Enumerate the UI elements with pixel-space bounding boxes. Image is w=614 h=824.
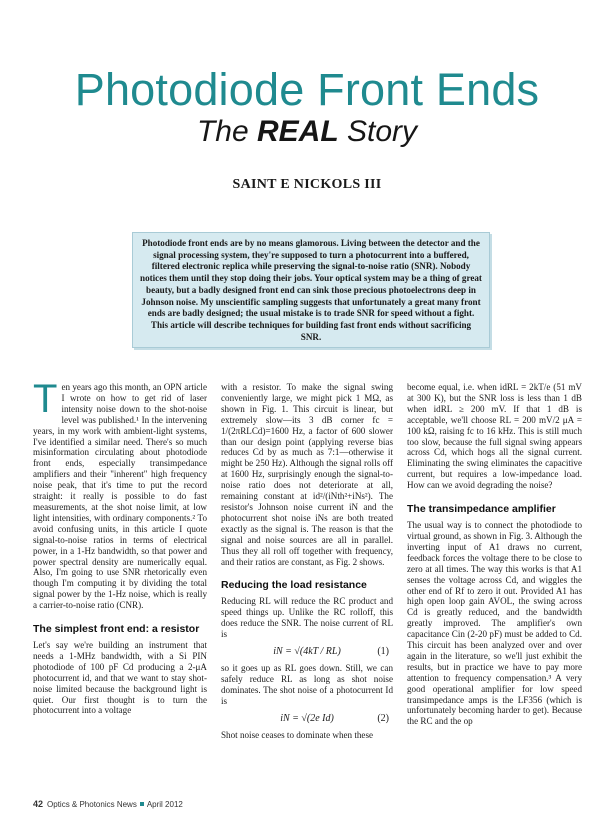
page-footer <box>33 799 183 809</box>
column-1 <box>33 377 207 716</box>
section-heading-resistor: The simplest front end: a resistor <box>33 623 200 636</box>
body-paragraph: The usual way is to connect the photodiode to virtual ground, as shown in Fig. 3. Although the inverting input of A1 draws no current, feedback forces the voltage there to be close to zero at all times. The way this works is that A1 senses the voltage across Cd, and wiggles the other end of Rf to zero it out. Provided A1 has high open loop gain AVOL, the swing across Cd is greatly reduced, and the bandwidth greatly improved. The amplifier's own capacitance Cin (2-20 pF) must be added to Cd. This circuit has been analyzed over and over again in the literature, so we'll just exhibit the results, but in practice we have to pay more attention to frequency compensation.³ A very good operational amplifier for low speed transimpedance amps is the LF356 (which is unfortunately becoming harder to get). Because the RC and the op <box>407 520 582 727</box>
equation-number: (2) <box>377 712 389 724</box>
section-heading-transimpedance: The transimpedance amplifier <box>407 503 556 516</box>
drop-cap: T <box>33 377 58 421</box>
equation-1 <box>221 644 393 659</box>
section-heading-load-resistance: Reducing the load resistance <box>221 579 367 592</box>
body-paragraph: Shot noise ceases to dominate when these <box>221 729 374 740</box>
author-byline: SAINT E NICKOLS III <box>232 177 382 192</box>
body-paragraph: so it goes up as RL goes down. Still, we can safely reduce RL as long as shot noise dominates. The shot noise of a photocurrent Id is <box>221 663 393 706</box>
subtitle-the: The <box>196 115 249 148</box>
issue-date: April 2012 <box>146 800 183 809</box>
equation-rhs: √(4kT / RL) <box>294 646 341 658</box>
body-paragraph: become equal, i.e. when idRL = 2kT/e (51 mV at 300 K), but the SNR loss is less than 1 dB when idRL ≥ 200 mV. If that 1 dB is acceptable, we'll choose RL = 200 mV/2 μA = 100 kΩ, raising fc to 16 kHz. This is still much too slow, because the full signal swing appears across Cd, which hogs all the signal current. Eliminating the swing eliminates the capacitive current, but requires a low-impedance load. How can we avoid degrading the noise? <box>407 382 582 491</box>
journal-name: Optics & Photonics News <box>47 800 137 809</box>
equation-2 <box>221 711 393 726</box>
article-subtitle <box>0 112 614 152</box>
separator-square-icon <box>140 802 144 806</box>
equation-lhs: iN = <box>273 646 295 658</box>
page-number: 42 <box>33 799 44 809</box>
body-paragraph: Reducing RL will reduce the RC product and speed things up. Unlike the RC rolloff, this does reduce the SNR. The noise current of RL is <box>221 596 393 640</box>
equation-number: (1) <box>377 646 389 658</box>
subtitle-real: REAL <box>257 115 339 148</box>
column-3 <box>407 382 582 727</box>
intro-paragraph <box>33 377 207 611</box>
body-paragraph: Let's say we're building an instrument that needs a 1-MHz bandwidth, with a Si PIN photodiode of 100 pF Cd producing a 2-μA photocurrent id, and that we want to stay shot-noise limited because the background light is quiet. Our first thought is to turn the photocurrent into a voltage <box>33 640 207 716</box>
subtitle-story: Story <box>347 115 418 148</box>
column-2 <box>221 382 393 741</box>
equation-lhs: iN = <box>280 712 302 724</box>
equation-rhs: √(2e Id) <box>301 712 334 724</box>
abstract-box: Photodiode front ends are by no means glamorous. Living between the detector and the signal processing system, they're supposed to turn a photocurrent into a buffered, filtered electronic replica while preserving the signal-to-noise ratio (SNR). Nobody notices them until they stop doing their jobs. Your optical system may be a thing of great beauty, but a badly designed front end can sink those precious photoelectrons deep in Johnson noise. My unscientific sampling suggests that unfortunately a great many front ends are badly designed; the usual mistake is to trade SNR for speed without a fight. This article will describe techniques for building fast front ends without sacrificing SNR. <box>132 232 490 348</box>
body-paragraph: with a resistor. To make the signal swing conveniently large, we might pick 1 MΩ, as shown in Fig. 1. This circuit is linear, but extremely slow—its 3 dB corner fc = 1/(2πRLCd)=1600 Hz, a factor of 600 slower than our design point (applying reverse bias reduces Cd by as much as 7:1—otherwise it might be 250 Hz). Although the signal rolls off at 1600 Hz, surprisingly enough the signal-to-noise ratio does not deteriorate at all, remaining constant at id²/(iNth²+iNs²). The resistor's Johnson noise current iN and the photocurrent shot noise iNs are both treated exactly as the signal is. The reason is that the signal and noise sources are all in parallel. Thus they all roll off together with frequency, and their ratios are constant, as Fig. 2 shows. <box>221 382 393 567</box>
intro-text: en years ago this month, an OPN article I wrote on how to get rid of laser intensity noise down to the shot-noise level was published.¹ In the intervening years, in my work with ambient-light systems, I've identified a similar need. There's so much misinformation circulating about photodiode front ends, especially transimpedance amplifiers and their "inherent" high frequency noise peak, that it's time to put the record straight: it really is possible to do fast measurements, at the shot noise limit, at low light intensities, with ordinary components.² To avoid confusing units, in this article I quote signal-to-noise ratios in terms of electrical power, in a 1-Hz bandwidth, so that power and power spectral density are numerically equal. Also, I'm going to use SNR rhetorically even though I'm computing it by dividing the total signal power by the 1-Hz noise, which is really a carrier-to-noise ratio (CNR). <box>33 382 207 611</box>
article-title: Photodiode Front Ends <box>74 64 540 115</box>
